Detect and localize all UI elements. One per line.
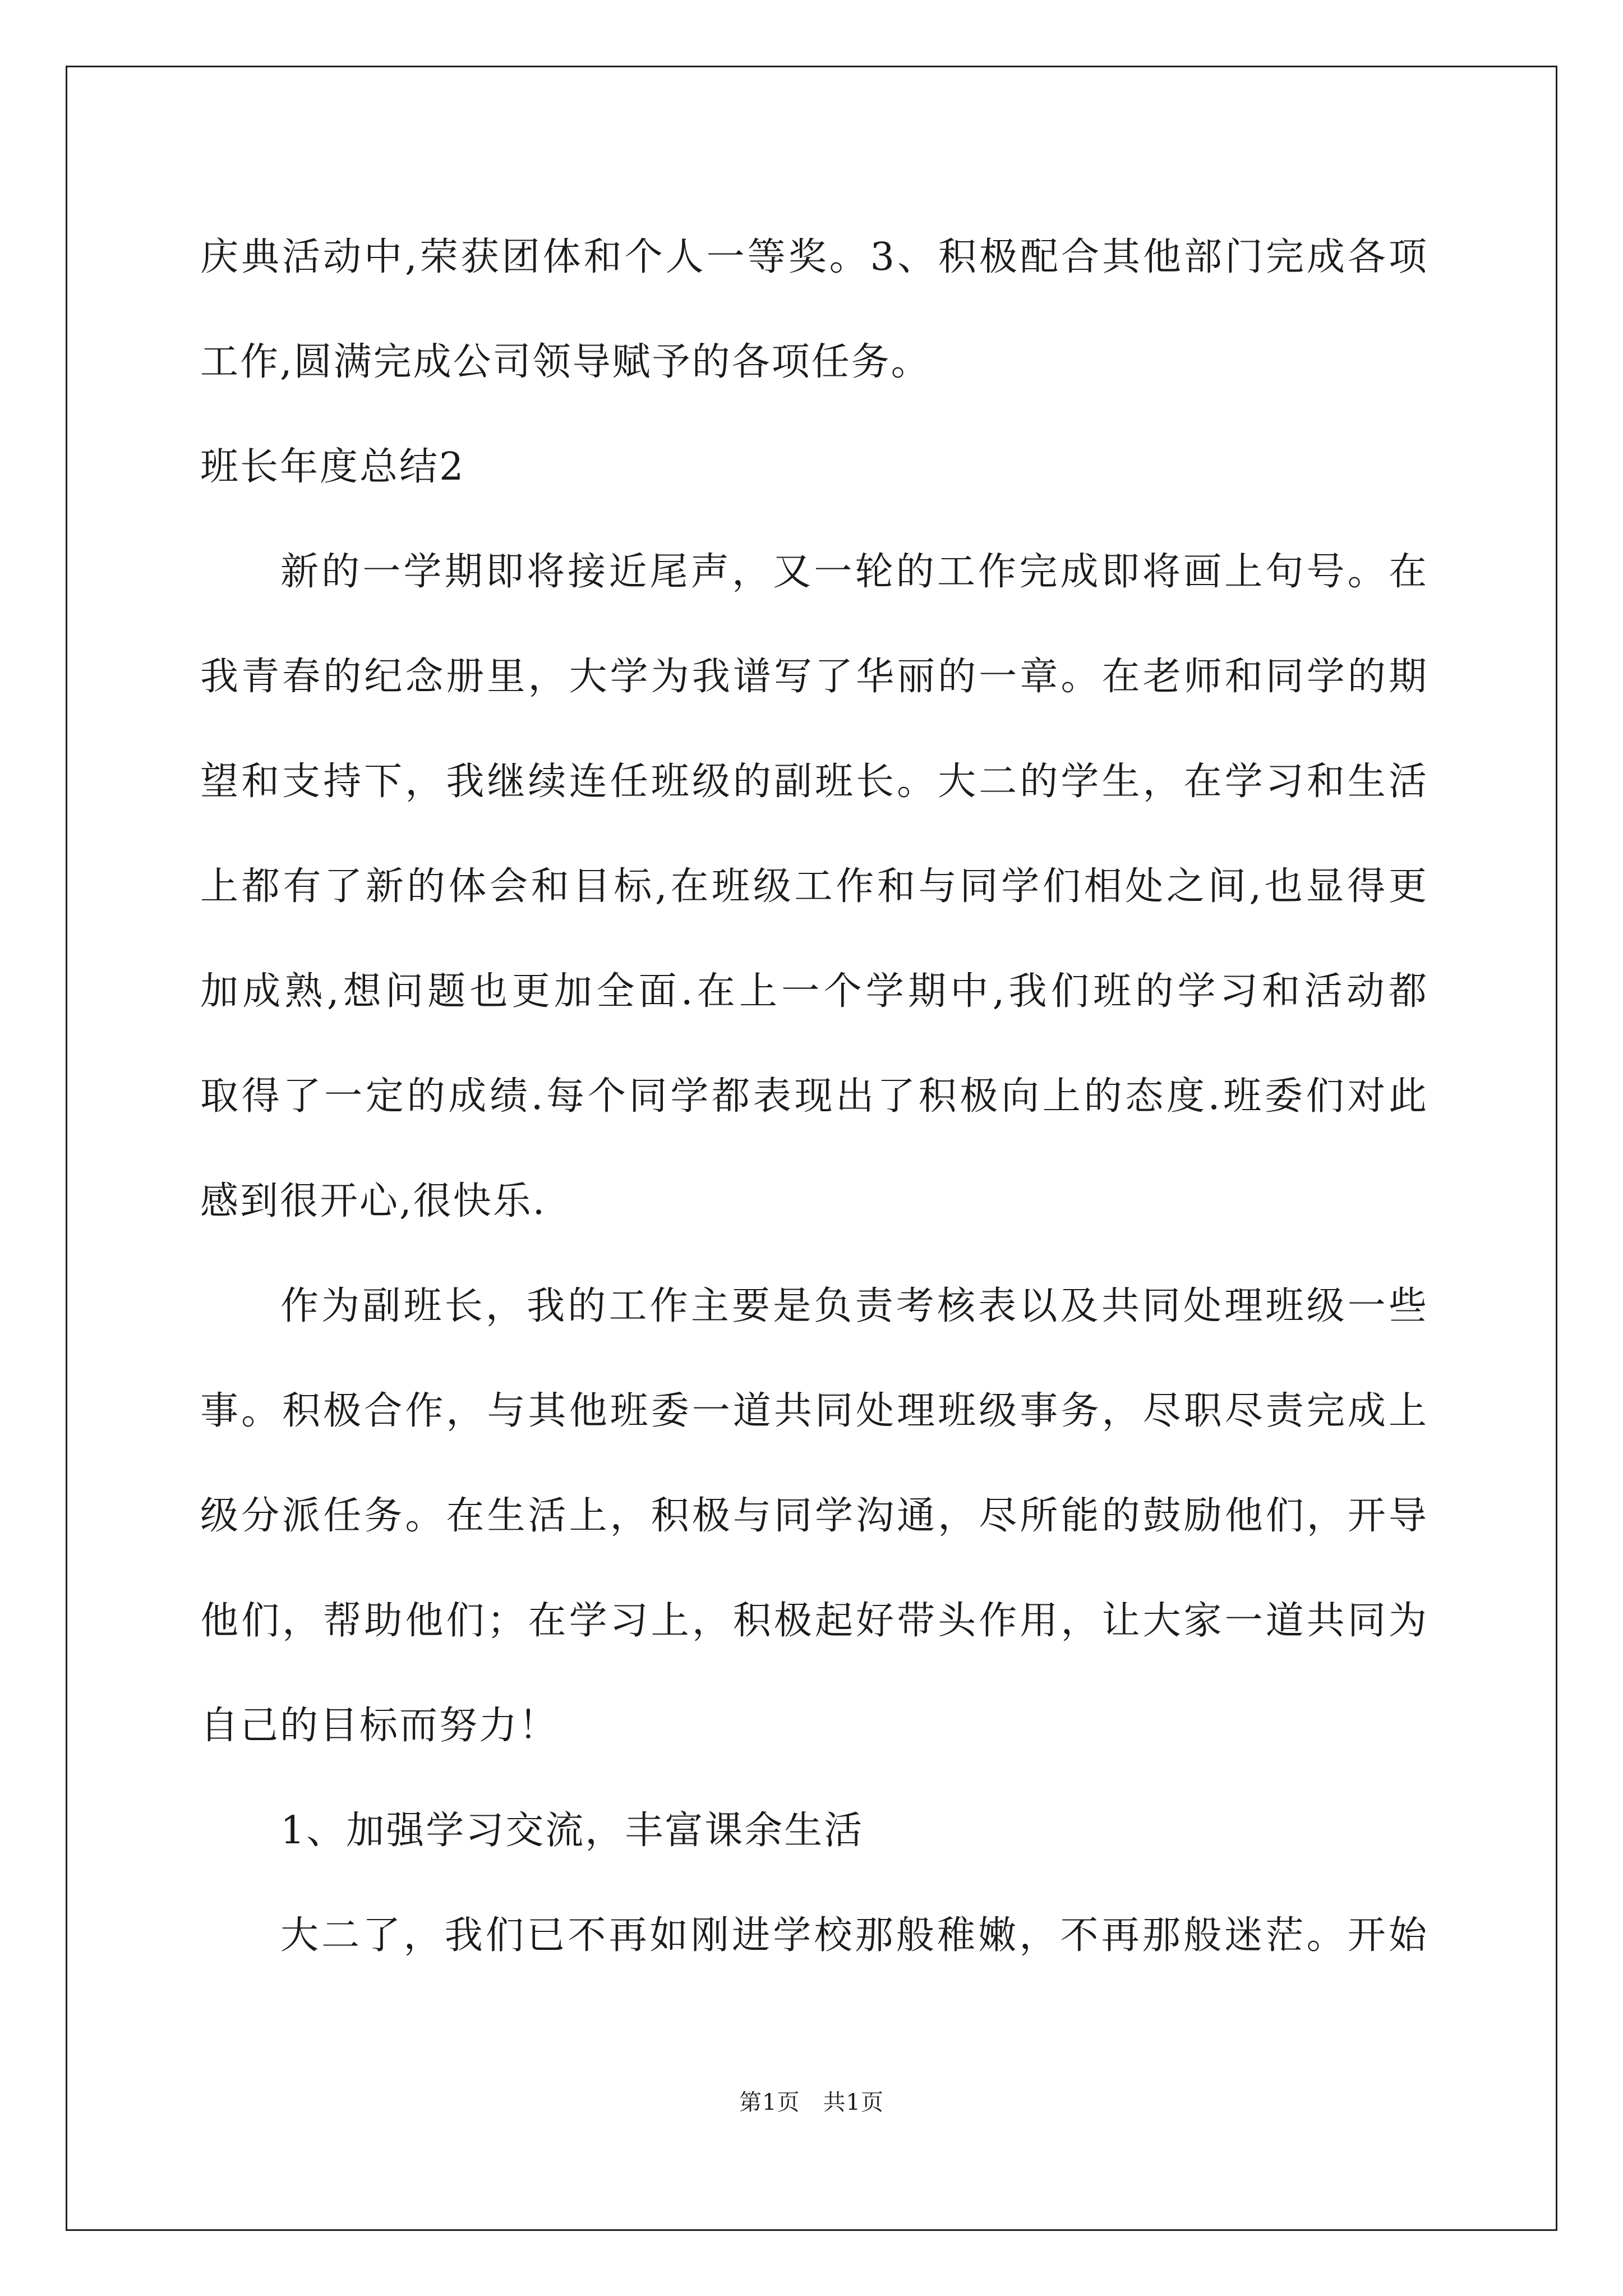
text-line: 感到很开心,很快乐. — [200, 1179, 547, 1223]
text-line: 我青春的纪念册里，大学为我谱写了华丽的一章。在老师和同学的期 — [200, 655, 1428, 699]
text-line: 工作,圆满完成公司领导赋予的各项任务。 — [200, 340, 931, 384]
text-line: 大二了，我们已不再如刚进学校那般稚嫩，不再那般迷茫。开始 — [280, 1913, 1428, 1958]
list-item-heading: 1、加强学习交流，丰富课余生活 — [280, 1809, 864, 1853]
text-line: 上都有了新的体会和目标,在班级工作和与同学们相处之间,也显得更 — [200, 864, 1428, 909]
text-line: 他们，帮助他们；在学习上，积极起好带头作用，让大家一道共同为 — [200, 1599, 1428, 1643]
text-line: 取得了一定的成绩.每个同学都表现出了积极向上的态度.班委们对此 — [200, 1074, 1428, 1119]
text-line: 事。积极合作，与其他班委一道共同处理班级事务，尽职尽责完成上 — [200, 1389, 1428, 1433]
page-footer: 第1页 共1页 — [739, 2090, 884, 2115]
text-line: 作为副班长，我的工作主要是负责考核表以及共同处理班级一些 — [280, 1284, 1428, 1328]
section-heading: 班长年度总结2 — [200, 445, 465, 489]
text-line: 自己的目标而努力！ — [200, 1704, 559, 1748]
text-line: 望和支持下，我继续连任班级的副班长。大二的学生，在学习和生活 — [200, 760, 1428, 804]
text-line: 庆典活动中,荣获团体和个人一等奖。3、积极配合其他部门完成各项 — [200, 235, 1428, 279]
text-line: 加成熟,想问题也更加全面.在上一个学期中,我们班的学习和活动都 — [200, 969, 1428, 1014]
text-line: 级分派任务。在生活上，积极与同学沟通，尽所能的鼓励他们，开导 — [200, 1494, 1428, 1538]
text-line: 新的一学期即将接近尾声，又一轮的工作完成即将画上句号。在 — [280, 550, 1428, 594]
document-body — [200, 205, 1428, 1988]
